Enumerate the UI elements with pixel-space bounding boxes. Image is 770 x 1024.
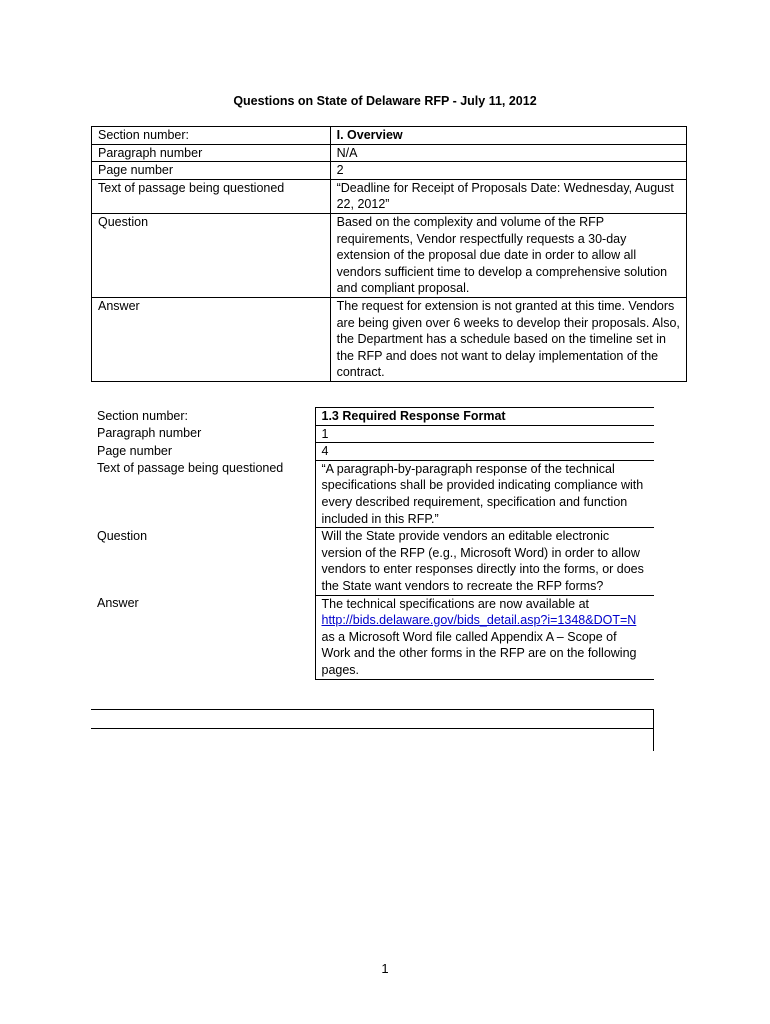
answer-value: The request for extension is not granted at this time. Vendors are being given over 6 weeks to develop their proposals. Also, the Department has a schedule based on the timeline set in the RFP and does not want to delay implementation of the contract.	[330, 297, 686, 381]
paragraph-label: Paragraph number	[92, 144, 331, 162]
table-row	[92, 179, 687, 213]
passage-label: Text of passage being questioned	[92, 179, 331, 213]
passage-label: Text of passage being questioned	[97, 461, 284, 476]
answer-prefix: The technical specifications are now available at	[321, 596, 590, 611]
table-row	[91, 408, 654, 426]
paragraph-value: N/A	[330, 144, 686, 162]
section-label: Section number:	[92, 127, 331, 145]
paragraph-label: Paragraph number	[97, 426, 202, 441]
section-value: 1.3 Required Response Format	[315, 408, 654, 426]
section-label: Section number:	[97, 408, 189, 423]
document-title: Questions on State of Delaware RFP - July 11, 2012	[233, 94, 537, 108]
answer-value	[315, 595, 654, 679]
question-table-1	[91, 126, 687, 382]
table-row	[91, 460, 654, 527]
question-value: Will the State provide vendors an editable electronic version of the RFP (e.g., Microsoft Word) in order to allow vendors to enter responses directly into the forms, or does the State want vendors to recreate the RFP forms?	[315, 528, 654, 595]
table-row	[92, 144, 687, 162]
bids-detail-link[interactable]: http://bids.delaware.gov/bids_detail.asp?i=1348&DOT=N	[321, 613, 637, 628]
table-row	[91, 595, 654, 679]
page-value: 2	[330, 162, 686, 180]
table-border-line	[653, 709, 654, 751]
paragraph-value: 1	[315, 425, 654, 443]
section-value: I. Overview	[330, 127, 686, 145]
page-value: 4	[315, 443, 654, 461]
page-number: 1	[381, 961, 389, 976]
answer-suffix: as a Microsoft Word file called Appendix A – Scope of Work and the other forms in the RFP are on the following pages.	[321, 629, 637, 677]
table-row	[92, 297, 687, 381]
answer-label: Answer	[97, 596, 139, 611]
question-table-2	[91, 407, 654, 680]
page-label: Page number	[97, 443, 173, 458]
table-row	[91, 425, 654, 443]
question-label: Question	[97, 528, 148, 543]
page-label: Page number	[92, 162, 331, 180]
answer-label: Answer	[92, 297, 331, 381]
table-row	[92, 213, 687, 297]
table-row	[91, 443, 654, 461]
question-label: Question	[92, 213, 331, 297]
table-row	[92, 127, 687, 145]
question-value: Based on the complexity and volume of the RFP requirements, Vendor respectfully requests a 30-day extension of the proposal due date in order to allow all vendors sufficient time to develop a comprehensive solution and compliant proposal.	[330, 213, 686, 297]
passage-value: “Deadline for Receipt of Proposals Date: Wednesday, August 22, 2012”	[330, 179, 686, 213]
table-row	[91, 528, 654, 595]
empty-table-row	[91, 709, 654, 729]
table-row	[92, 162, 687, 180]
passage-value: “A paragraph-by-paragraph response of the technical specifications shall be provided indicating compliance with every described requirement, specification and function included in this RFP.”	[315, 460, 654, 527]
